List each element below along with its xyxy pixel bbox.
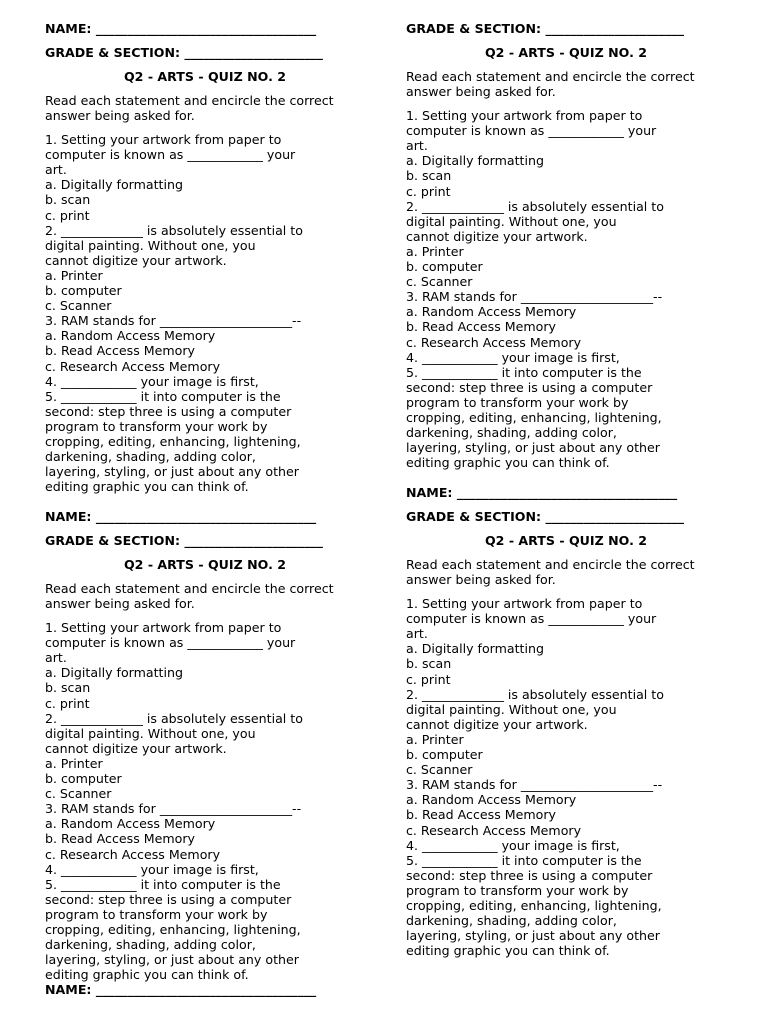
question-line: second: step three is using a computer: [406, 379, 653, 395]
question-line: art.: [406, 626, 428, 642]
question-line: 3. RAM stands for _____________________--: [45, 801, 302, 817]
question-line: b. Read Access Memory: [45, 343, 195, 359]
quiz-title: Q2 - ARTS - QUIZ NO. 2: [123, 69, 287, 84]
question-line: b. Read Access Memory: [406, 319, 556, 335]
name-line: NAME: ___________________________________: [45, 509, 317, 524]
question-line: darkening, shading, adding color,: [406, 913, 617, 929]
quiz-title: Q2 - ARTS - QUIZ NO. 2: [484, 45, 648, 60]
question-line: b. computer: [45, 771, 122, 786]
question-line: editing graphic you can think of.: [406, 943, 610, 959]
question-line: b. computer: [406, 259, 483, 274]
quiz-title: Q2 - ARTS - QUIZ NO. 2: [123, 557, 287, 572]
question-line: 5. ____________ it into computer is the: [45, 876, 281, 892]
question-line: program to transform your work by: [45, 418, 268, 434]
question-line: 5. ____________ it into computer is the: [45, 388, 281, 404]
question-line: c. Research Access Memory: [406, 334, 582, 350]
question-line: layering, styling, or just about any other: [406, 440, 660, 456]
question-line: 4. ____________ your image is first,: [45, 373, 259, 389]
grade-section-line: GRADE & SECTION: ______________________: [45, 45, 323, 60]
question-line: art.: [45, 162, 67, 178]
question-line: cropping, editing, enhancing, lightening,: [406, 410, 662, 425]
question-line: computer is known as ____________ your: [406, 611, 657, 627]
question-line: b. scan: [406, 168, 452, 184]
question-line: digital painting. Without one, you: [45, 725, 256, 741]
question-line: c. print: [406, 671, 451, 687]
question-line: 5. ____________ it into computer is the: [406, 364, 642, 380]
question-line: c. Research Access Memory: [406, 822, 582, 838]
question-line: 3. RAM stands for _____________________--: [406, 289, 663, 305]
question-line: c. Scanner: [406, 762, 473, 778]
question-line: a. Random Access Memory: [45, 328, 216, 344]
question-line: a. Digitally formatting: [45, 665, 183, 681]
instruction-line: Read each statement and encircle the correct: [45, 581, 334, 596]
question-line: a. Digitally formatting: [45, 177, 183, 193]
quiz-title: Q2 - ARTS - QUIZ NO. 2: [484, 533, 648, 548]
question-line: digital painting. Without one, you: [406, 213, 617, 229]
question-line: art.: [406, 138, 428, 154]
question-line: second: step three is using a computer: [406, 867, 653, 883]
question-line: cannot digitize your artwork.: [406, 228, 588, 244]
question-line: editing graphic you can think of.: [406, 455, 610, 471]
question-line: cannot digitize your artwork.: [406, 716, 588, 732]
question-line: 5. ____________ it into computer is the: [406, 852, 642, 868]
question-line: a. Printer: [406, 243, 464, 259]
question-line: darkening, shading, adding color,: [406, 425, 617, 441]
question-line: c. Scanner: [406, 274, 473, 290]
instruction-line: Read each statement and encircle the correct: [45, 93, 334, 108]
question-line: 3. RAM stands for _____________________--: [406, 777, 663, 793]
question-line: c. print: [45, 695, 90, 711]
question-line: darkening, shading, adding color,: [45, 449, 256, 465]
question-line: program to transform your work by: [45, 906, 268, 922]
question-line: c. Scanner: [45, 298, 112, 314]
question-line: a. Printer: [45, 267, 103, 283]
question-line: a. Digitally formatting: [406, 153, 544, 169]
question-line: second: step three is using a computer: [45, 403, 292, 419]
instruction-line: answer being asked for.: [406, 572, 556, 587]
question-line: 2. _____________ is absolutely essential to: [45, 222, 303, 238]
question-line: second: step three is using a computer: [45, 891, 292, 907]
question-line: b. Read Access Memory: [406, 807, 556, 823]
question-line: cropping, editing, enhancing, lightening,: [45, 922, 301, 937]
question-line: art.: [45, 650, 67, 666]
question-line: layering, styling, or just about any other: [45, 464, 299, 480]
question-line: 4. ____________ your image is first,: [45, 861, 259, 877]
question-line: cropping, editing, enhancing, lightening,: [406, 898, 662, 913]
question-line: computer is known as ____________ your: [406, 123, 657, 139]
question-line: b. scan: [45, 680, 91, 696]
instruction-line: Read each statement and encircle the correct: [406, 69, 695, 84]
question-line: c. Scanner: [45, 786, 112, 802]
name-line-bottom: NAME: ___________________________________: [406, 485, 678, 500]
question-line: program to transform your work by: [406, 394, 629, 410]
question-line: cropping, editing, enhancing, lightening,: [45, 434, 301, 449]
question-line: darkening, shading, adding color,: [45, 937, 256, 953]
question-line: a. Digitally formatting: [406, 641, 544, 657]
question-line: 4. ____________ your image is first,: [406, 837, 620, 853]
question-line: b. computer: [45, 283, 122, 298]
question-line: a. Random Access Memory: [45, 816, 216, 832]
question-line: 4. ____________ your image is first,: [406, 349, 620, 365]
question-line: layering, styling, or just about any other: [45, 952, 299, 968]
question-line: b. computer: [406, 747, 483, 762]
question-line: b. scan: [45, 192, 91, 208]
grade-section-line: GRADE & SECTION: ______________________: [45, 533, 323, 548]
question-line: 1. Setting your artwork from paper to: [45, 132, 282, 147]
question-line: cannot digitize your artwork.: [45, 740, 227, 756]
question-line: digital painting. Without one, you: [406, 701, 617, 717]
question-line: c. Research Access Memory: [45, 846, 221, 862]
question-line: 2. _____________ is absolutely essential to: [406, 198, 664, 214]
instruction-line: answer being asked for.: [45, 108, 195, 123]
instruction-line: answer being asked for.: [45, 596, 195, 611]
instruction-line: Read each statement and encircle the correct: [406, 557, 695, 572]
grade-section-line: GRADE & SECTION: ______________________: [406, 21, 684, 36]
name-line: NAME: ___________________________________: [45, 21, 317, 36]
question-line: digital painting. Without one, you: [45, 237, 256, 253]
question-line: 1. Setting your artwork from paper to: [406, 596, 643, 611]
question-line: editing graphic you can think of.: [45, 479, 249, 495]
question-line: computer is known as ____________ your: [45, 635, 296, 651]
question-line: 1. Setting your artwork from paper to: [45, 620, 282, 635]
question-line: 3. RAM stands for _____________________--: [45, 313, 302, 329]
instruction-line: answer being asked for.: [406, 84, 556, 99]
question-line: a. Random Access Memory: [406, 792, 577, 808]
question-line: 2. _____________ is absolutely essential to: [45, 710, 303, 726]
question-line: c. print: [45, 207, 90, 223]
question-line: c. Research Access Memory: [45, 358, 221, 374]
question-line: a. Printer: [45, 755, 103, 771]
question-line: b. scan: [406, 656, 452, 672]
question-line: editing graphic you can think of.: [45, 967, 249, 983]
question-line: 1. Setting your artwork from paper to: [406, 108, 643, 123]
question-line: cannot digitize your artwork.: [45, 252, 227, 268]
grade-section-line: GRADE & SECTION: ______________________: [406, 509, 684, 524]
question-line: b. Read Access Memory: [45, 831, 195, 847]
question-line: a. Printer: [406, 731, 464, 747]
name-line-bottom: NAME: ___________________________________: [45, 982, 317, 997]
question-line: 2. _____________ is absolutely essential to: [406, 686, 664, 702]
question-line: c. print: [406, 183, 451, 199]
question-line: computer is known as ____________ your: [45, 147, 296, 163]
question-line: layering, styling, or just about any other: [406, 928, 660, 944]
question-line: program to transform your work by: [406, 882, 629, 898]
question-line: a. Random Access Memory: [406, 304, 577, 320]
